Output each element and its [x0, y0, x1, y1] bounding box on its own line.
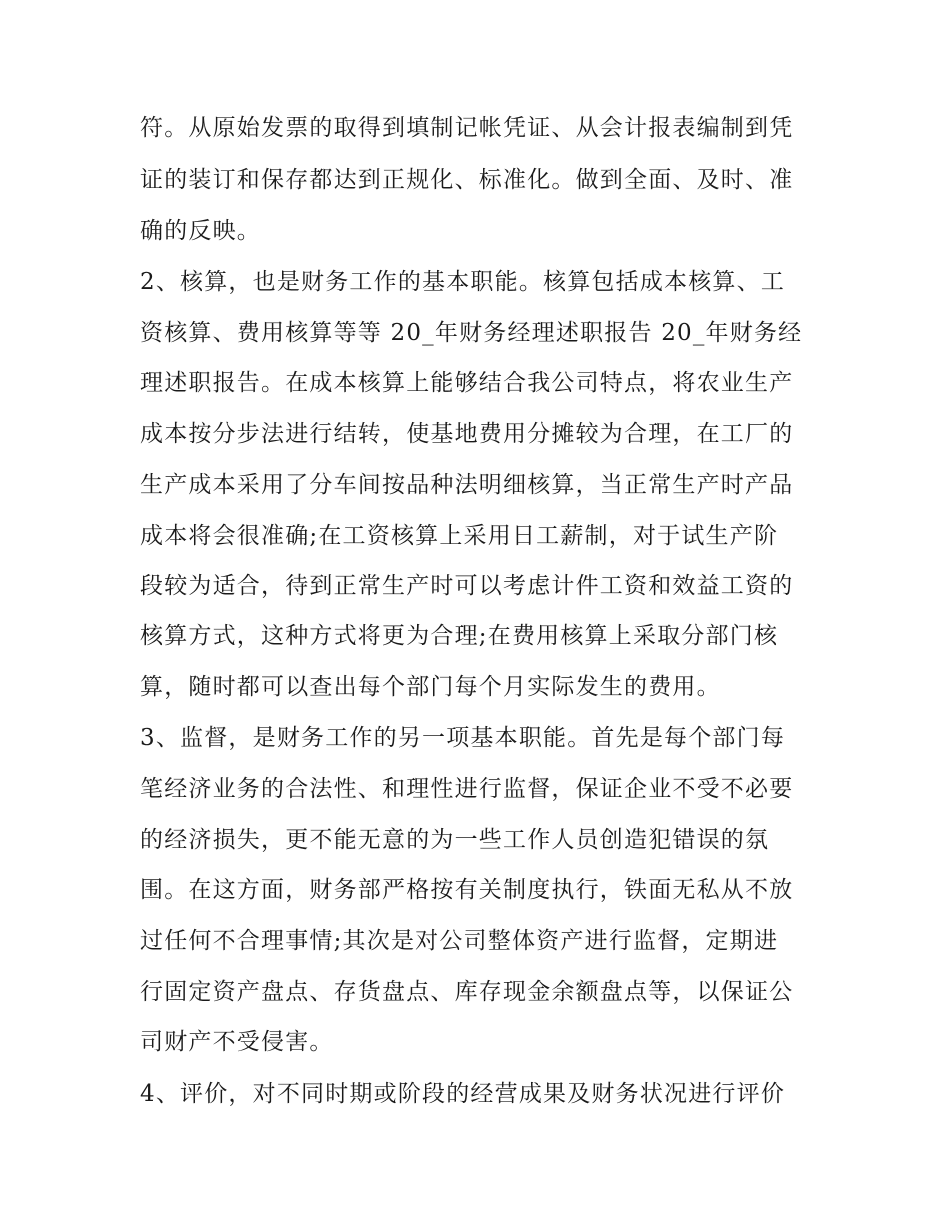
text-line: 理述职报告。在成本核算上能够结合我公司特点，将农业生产	[140, 370, 794, 396]
text-line: 3、监督，是财务工作的另一项基本职能。首先是每个部门每	[140, 725, 786, 751]
text-line: 段较为适合，待到正常生产时可以考虑计件工资和效益工资的	[140, 573, 794, 599]
text-line: 笔经济业务的合法性、和理性进行监督，保证企业不受不必要	[140, 776, 794, 802]
text-line: 的经济损失，更不能无意的为一些工作人员创造犯错误的氛	[140, 827, 770, 853]
text-line: 生产成本采用了分车间按品种法明细核算，当正常生产时产品	[140, 472, 794, 498]
text-line: 算，随时都可以查出每个部门每个月实际发生的费用。	[140, 674, 721, 700]
text-line: 成本按分步法进行结转，使基地费用分摊较为合理，在工厂的	[140, 421, 794, 447]
text-line: 核算方式，这种方式将更为合理;在费用核算上采取分部门核	[140, 623, 779, 649]
text-line: 2、核算，也是财务工作的基本职能。核算包括成本核算、工	[140, 269, 786, 295]
text-line: 符。从原始发票的取得到填制记帐凭证、从会计报表编制到凭	[140, 115, 794, 141]
text-line: 围。在这方面，财务部严格按有关制度执行，铁面无私从不放	[140, 877, 794, 903]
text-line: 4、评价，对不同时期或阶段的经营成果及财务状况进行评价	[140, 1081, 786, 1107]
text-line: 行固定资产盘点、存货盘点、库存现金余额盘点等，以保证公	[140, 979, 794, 1005]
text-line: 过任何不合理事情;其次是对公司整体资产进行监督，定期进	[140, 928, 779, 954]
text-line: 成本将会很准确;在工资核算上采用日工薪制，对于试生产阶	[140, 523, 779, 549]
text-line: 资核算、费用核算等等 20_年财务经理述职报告 20_年财务经	[140, 320, 803, 346]
text-line: 证的装订和保存都达到正规化、标准化。做到全面、及时、准	[140, 167, 794, 193]
text-line: 司财产不受侵害。	[140, 1029, 334, 1055]
text-line: 确的反映。	[140, 218, 261, 244]
